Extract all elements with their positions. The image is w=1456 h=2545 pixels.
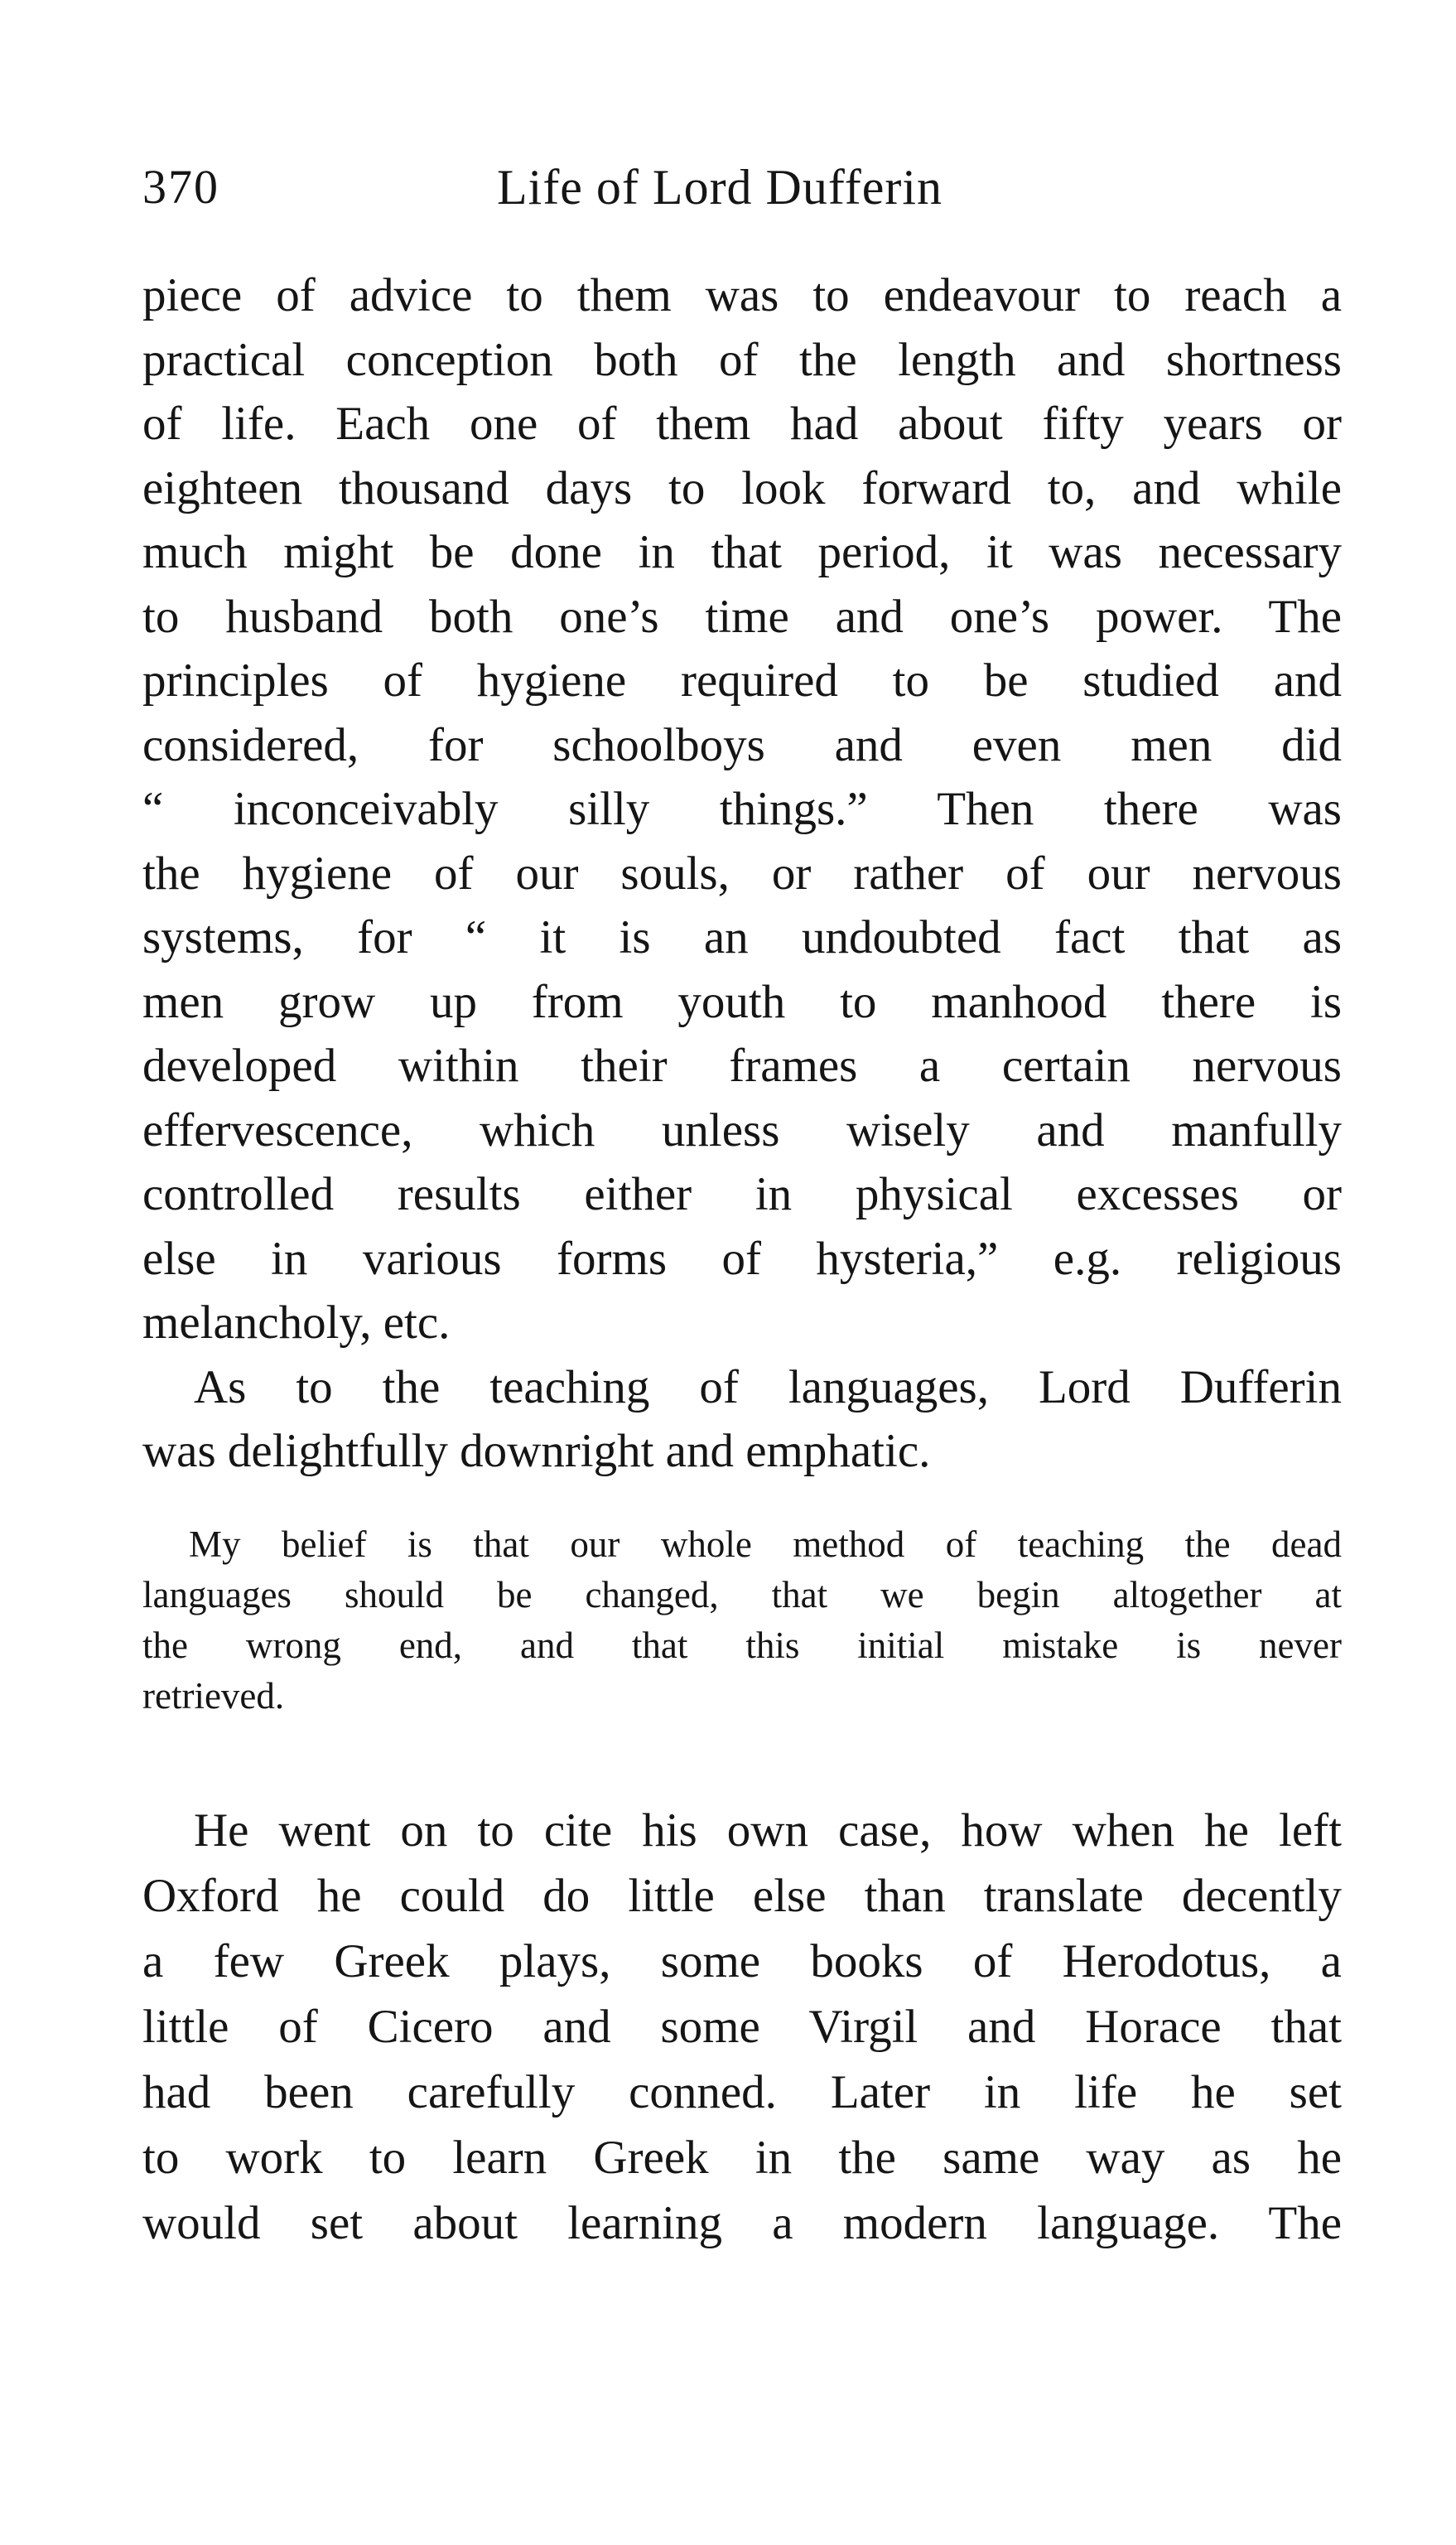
paragraph-1-line: effervescence, which unless wisely and manfully [142,1103,1342,1157]
paragraph-1-line: principles of hygiene required to be studied and [142,654,1342,707]
paragraph-1-line: eighteen thousand days to look forward to, and while [142,461,1342,514]
paragraph-1-line: practical conception both of the length and shortness [142,333,1342,386]
paragraph-1-line: of life. Each one of them had about fifty years or [142,398,1342,450]
quote-line: the wrong end, and that this initial mistake is never [142,1625,1342,1666]
paragraph-1-line: the hygiene of our souls, or rather of our nervous [142,847,1342,900]
main-text-block [142,263,1342,1484]
paragraph-3-line: Oxford he could do little else than translate decently [142,1870,1342,1922]
page-header [142,159,1343,234]
page-number: 370 [142,160,219,214]
paragraph-1-line: melancholy, etc. [142,1297,451,1349]
quote-line: retrieved. [142,1675,285,1717]
paragraph-1-line: “ inconceivably silly things.” Then there was [142,783,1342,835]
paragraph-3-line: would set about learning a modern language. The [142,2197,1342,2249]
paragraph-2-line: As to the teaching of languages, Lord Dufferin [194,1360,1342,1413]
paragraph-3-line: He went on to cite his own case, how when he left [194,1804,1342,1857]
paragraph-3-line: little of Cicero and some Virgil and Horace that [142,2001,1342,2053]
continuation-text-block [142,1798,1342,2256]
quote-line: My belief is that our whole method of teaching the dead [189,1524,1342,1565]
paragraph-3-line: to work to learn Greek in the same way as he [142,2132,1342,2184]
paragraph-1-line: to husband both one’s time and one’s power. The [142,590,1342,643]
paragraph-1-line: much might be done in that period, it was necessary [142,526,1342,578]
paragraph-1-line: considered, for schoolboys and even men did [142,718,1342,771]
paragraph-1-line: men grow up from youth to manhood there is [142,975,1342,1028]
quote-line: languages should be changed, that we begin altogether at [142,1574,1342,1615]
paragraph-3-line: a few Greek plays, some books of Herodotus, a [142,1935,1342,1987]
block-quote [142,1519,1342,1722]
paragraph-1-line: piece of advice to them was to endeavour to reach a [142,269,1342,321]
paragraph-3-line: had been carefully conned. Later in life he set [142,2066,1342,2118]
running-head: Life of Lord Dufferin [497,160,943,215]
paragraph-1-line: controlled results either in physical excesses or [142,1168,1342,1220]
paragraph-1-line: else in various forms of hysteria,” e.g. religious [142,1232,1342,1285]
paragraph-1-line: systems, for “ it is an undoubted fact that as [142,911,1342,963]
paragraph-2-line: was delightfully downright and emphatic. [142,1425,931,1477]
paragraph-1-line: developed within their frames a certain nervous [142,1040,1342,1092]
